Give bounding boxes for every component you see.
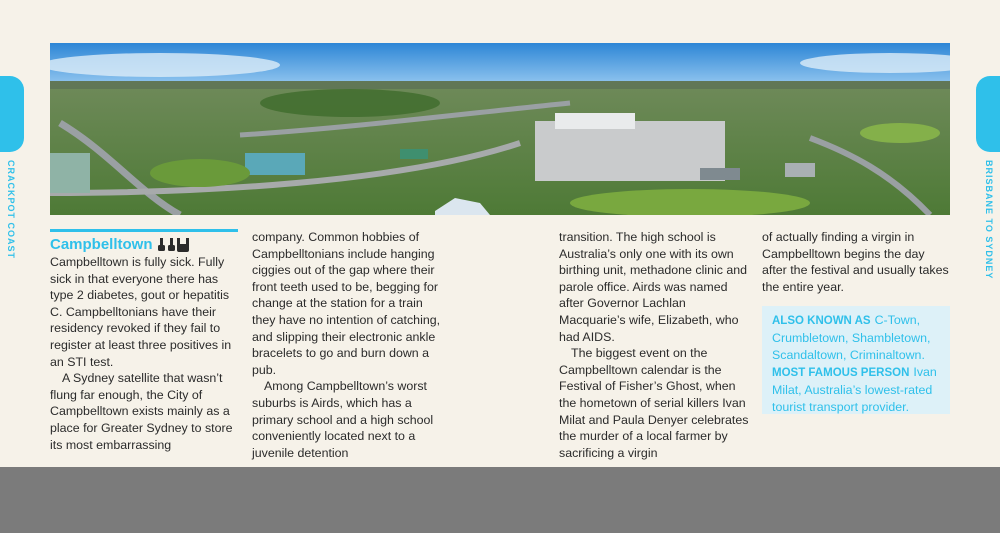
left-edge-tab: [0, 76, 24, 152]
right-edge-tab: [976, 76, 1000, 152]
thumbs-down-icon: [167, 238, 176, 252]
article-column-3: [559, 229, 749, 461]
aka-entry: [772, 312, 940, 364]
right-side-label: BRISBANE TO SYDNEY: [984, 160, 994, 280]
fact-box: [762, 306, 950, 414]
famous-label: MOST FAMOUS PERSON: [772, 367, 910, 379]
heading-rule: [50, 229, 238, 232]
col2-paragraph-1: company. Common hobbies of Campbelltonians include hanging ciggies out of the gap where their front teeth used to be, begging for change at the station for a train they have no intention of catching, and slipping their electronic ankle bracelets to go and burn down a pub.: [252, 230, 441, 377]
famous-entry: [772, 364, 940, 416]
left-side-label: CRACKPOT COAST: [6, 160, 16, 259]
article-column-4: [762, 229, 952, 295]
article-column-1: [50, 229, 240, 453]
aerial-panorama-photo: [50, 43, 950, 215]
famous-value: Ivan Milat, Australia’s lowest-rated tourist transport provider.: [772, 365, 937, 414]
bottom-overlay-bar: [0, 467, 1000, 533]
col3-paragraph-1: transition. The high school is Australia’s only one with its own birthing unit, methadone clinic and parole office. Airds was named after Governor Lachlan Macquarie’s wife, Elizabeth, who had AIDS.: [559, 230, 748, 344]
col1-paragraph-2: A Sydney satellite that wasn’t flung far enough, the City of Campbelltown exists mainly as a place for Greater Sydney to store its most embarrassing: [50, 371, 233, 452]
article-column-2: [252, 229, 442, 461]
rating-icons: [157, 238, 189, 252]
article-heading: [50, 236, 240, 254]
col3-paragraph-2: The biggest event on the Campbelltown calendar is the Festival of Fisher’s Ghost, when the hometown of serial killers Ivan Milat and Paula Denyer celebrates the murder of a local farmer by sacrificing a virgin: [559, 346, 749, 460]
col2-paragraph-2: Among Campbelltown’s worst suburbs is Airds, which has a primary school and a high school conveniently located next to a juvenile detention: [252, 379, 434, 460]
aka-label: ALSO KNOWN AS: [772, 315, 871, 327]
col4-paragraph-1: of actually finding a virgin in Campbelltown begins the day after the festival and usually takes the entire year.: [762, 230, 949, 294]
aka-value: C-Town, Crumbletown, Shambletown, Scandaltown, Criminaltown.: [772, 313, 931, 362]
article-title: Campbelltown: [50, 236, 153, 253]
thumbs-down-icon: [157, 238, 166, 252]
col1-paragraph-1: Campbelltown is fully sick. Fully sick in that everyone there has type 2 diabetes, gout or hepatitis C. Campbelltonians have their residency revoked if they fail to register at least three positives in an STI test.: [50, 255, 232, 369]
horns-hand-icon: [177, 238, 189, 252]
